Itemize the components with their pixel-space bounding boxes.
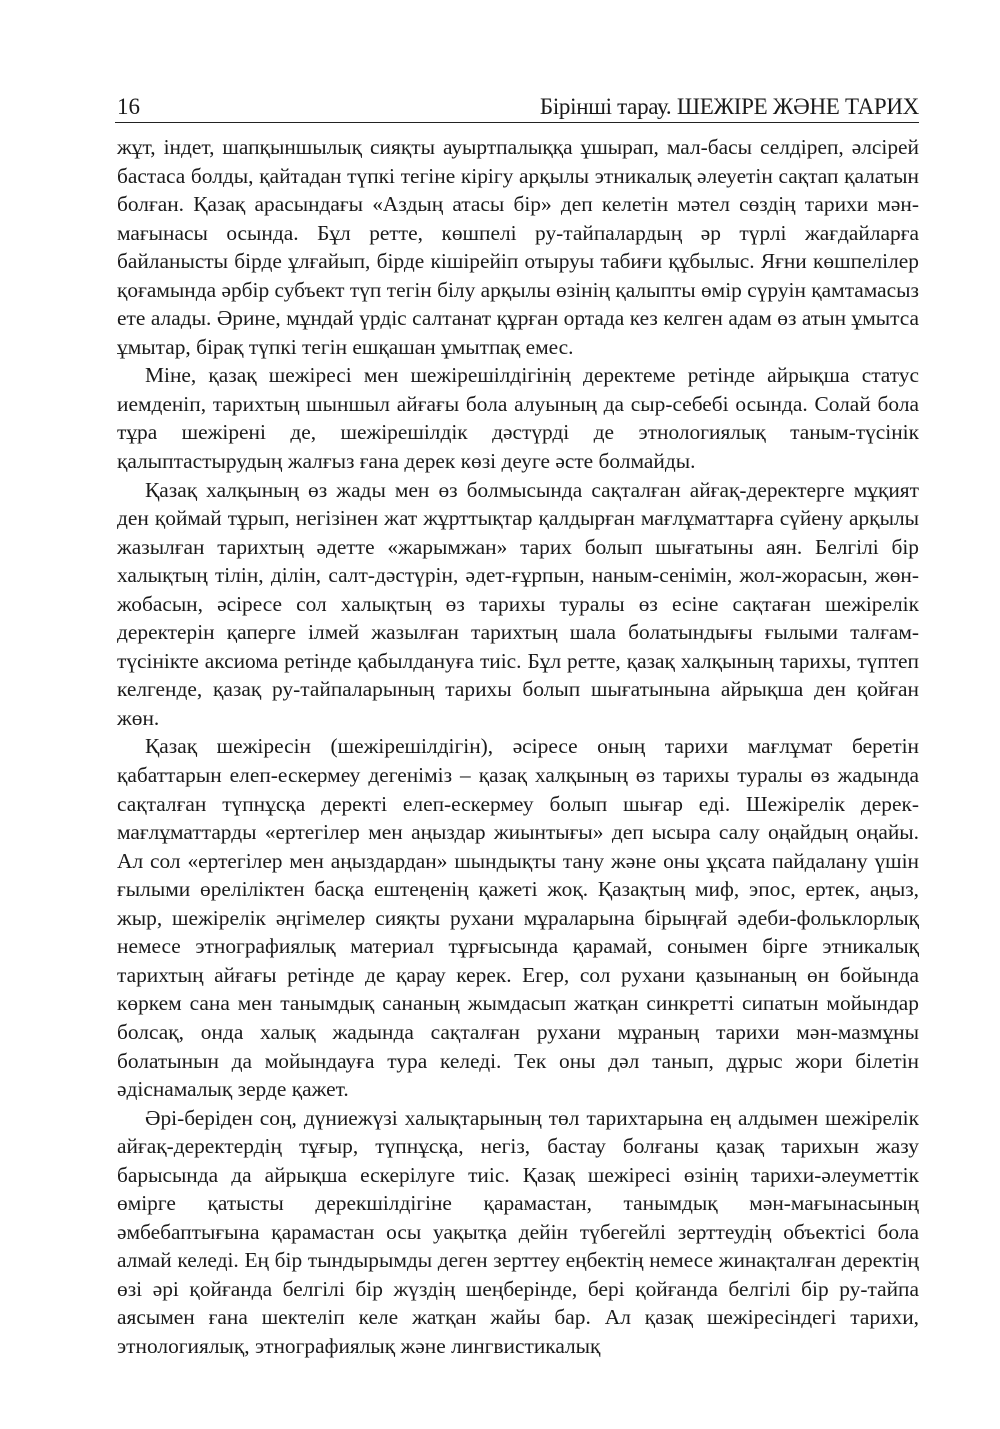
paragraph: Қазақ шежіресін (шежірешілдігін), әсіресе оның тарихи мағлұмат беретін қабаттарын елеп-ескермеу дегеніміз – қазақ халқының өз тарихы туралы өз жадында сақталған түпнұсқа деректі елеп-ескермеу болып шығар еді. Шежірелік дерек-мағлұматтарды «ертегілер мен аңыздар жиынтығы» деп ысыра салу оңайдың оңайы. Ал сол «ертегілер мен аңыздардан» шындықты тану және оны ұқсата пайдалану үшін ғылыми өреліліктен басқа ештеңенің қажеті жоқ. Қазақтың миф, эпос, ертек, аңыз, жыр, шежірелік әңгімелер сияқты рухани мұраларына бірыңғай әдеби-фольклорлық немесе этнографиялық материал тұрғысында қарамай, сонымен бірге этникалық тарихтың айғағы ретінде де қарау керек. Егер, сол рухани қазынаның өн бойында көркем сана мен танымдық сананың жымдасып жатқан синкретті сипатын мойындар болсақ, онда халық жадында сақталған рухани мұраның тарихи мән-мазмұны болатынын да мойындауға тура келеді. Тек оны дәл танып, дұрыс жори білетін әдіснамалық зерде қажет. [117,734,919,1102]
paragraph: Міне, қазақ шежіресі мен шежірешілдігінің деректеме ретінде айрықша статус иемденіп, тарихтың шыншыл айғағы бола алуының да сыр-себебі осында. Солай бола тұра шежірені де, шежірешілдік дәстүрді де этнологиялық таным-түсінік қалыптастырудың жалғыз ғана дерек көзі деуге әсте болмайды. [117,363,919,474]
page-header [115,92,919,123]
page-number: 16 [117,94,140,119]
paragraph: Әрі-беріден соң, дүниежүзі халықтарының төл тарихтарына ең алдымен шежірелік айғақ-деректердің тұғыр, түпнұсқа, негіз, бастау болғаны қазақ тарихын жазу барысында да айрықша ескерілуге тиіс. Қазақ шежіресі өзінің тарихи-әлеуметтік өмірге қатысты дерекшілдігіне қарамастан, танымдық мән-мағынасының әмбебаптығына қарамастан осы уақытқа дейін түбегейлі зерттеудің объектісі бола алмай келеді. Ең бір тындырымды деген зерттеу еңбектің немесе жинақталған деректің өзі әрі қойғанда белгілі бір жүздің шеңберінде, бері қойғанда белгілі бір ру-тайпа аясымен ғана шектеліп келе жатқан жайы бар. Ал қазақ шежіресіндегі тарихи, этнологиялық, этнографиялық және лингвистикалық [117,1105,919,1358]
paragraph: Қазақ халқының өз жады мен өз болмысында сақталған айғақ-деректерге мұқият ден қоймай тұрып, негізінен жат жұрттықтар қалдырған мағлұматтарға сүйену арқылы жазылған тарихтың әдетте «жарымжан» тарих болып шығатыны аян. Белгілі бір халықтың тілін, ділін, салт-дәстүрін, әдет-ғұрпын, наным-сенімін, жол-жорасын, жөн-жобасын, әсіресе сол халықтың өз тарихы туралы өз есіне сақтаған шежірелік деректерін қаперге ілмей жазылған тарихтың шала болатындығы ғылыми талғам-түсінікте аксиома ретінде қабылдануға тиіс. Бұл ретте, қазақ халқының тарихы, түптеп келгенде, қазақ ру-тайпаларының тарихы болып шығатынына айрықша ден қойған жөн. [117,477,919,730]
paragraph: жұт, індет, шапқыншылық сияқты ауыртпалыққа ұшырап, мал-басы селдіреп, әлсірей бастаса болды, қайтадан түпкі тегіне кірігу арқылы этникалық әлеуетін сақтап қалатын болған. Қазақ арасындағы «Аздың атасы бір» деп келетін мәтел сөздің тарихи мән-мағынасы осында. Бұл ретте, көшпелі ру-тайпалардың әр түрлі жағдайларға байланысты бірде ұлғайып, бірде кішірейіп отыруы табиғи құбылыс. Яғни көшпелілер қоғамында әрбір субъект түп тегін білу арқылы өзінің қалыпты өмір сүруін қамтамасыз ете алады. Әрине, мұндай үрдіс салтанат құрған ортада кез келген адам өз атын ұмытса ұмытар, бірақ түпкі тегін ешқашан ұмытпақ емес. [117,135,919,359]
body-text [117,133,919,1361]
running-head: Бірінші тарау. ШЕЖІРЕ ЖӘНЕ ТАРИХ [539,94,919,119]
